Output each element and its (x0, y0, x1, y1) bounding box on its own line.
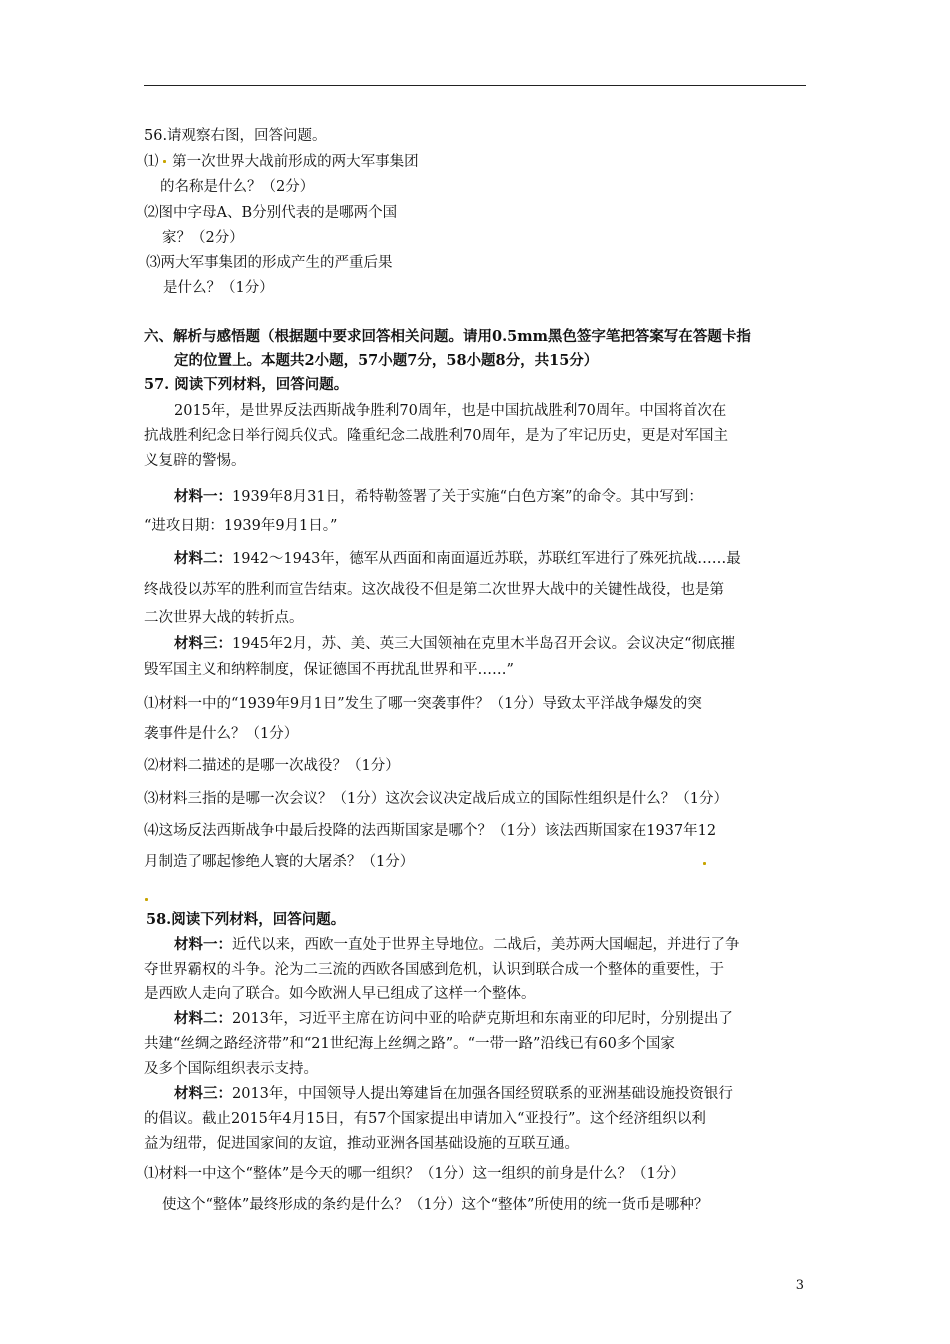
q57-question4-line2: 月制造了哪起惨绝人寰的大屠杀？（1分） (144, 854, 415, 870)
q58-material2-line1: 材料二：2013年，习近平主席在访问中亚的哈萨克斯坦和东南亚的印尼时，分别提出了 (174, 1010, 733, 1027)
q57-question3: ⑶材料三指的是哪一次会议？（1分）这次会议决定战后成立的国际性组织是什么？（1分） (144, 791, 728, 807)
q57-material1-line2: “进攻日期：1939年9月1日。” (144, 518, 338, 534)
q58-material1-line2: 夺世界霸权的斗争。沦为二三流的西欧各国感到危机，认识到联合成一个整体的重要性，于 (144, 962, 724, 978)
q57-intro-line2: 抗战胜利纪念日举行阅兵仪式。隆重纪念二战胜利70周年，是为了牢记历史，更是对军国主 (144, 428, 728, 444)
q57-material3-line1: 材料三：1945年2月，苏、美、英三大国领袖在克里木半岛召开会议。会议决定“彻底摧 (174, 635, 736, 652)
q57-intro-line3: 义复辟的警惕。 (144, 453, 246, 469)
q58-material1-line3: 是西欧人走向了联合。如今欧洲人早已组成了这样一个整体。 (144, 986, 536, 1002)
section6-heading-line1: 六、解析与感悟题（根据题中要求回答相关问题。请用0.5mm黑色签字笔把答案写在答题卡指 (144, 328, 751, 345)
q57-material2-line1: 材料二：1942～1943年，德军从西面和南面逼近苏联，苏联红军进行了殊死抗战……最 (174, 550, 741, 567)
q57-intro-line1: 2015年，是世界反法西斯战争胜利70周年，也是中国抗战胜利70周年。中国将首次在 (174, 403, 727, 419)
q58-material3-line3: 益为纽带，促进国家间的友谊，推动亚洲各国基础设施的互联互通。 (144, 1136, 579, 1152)
q57-question4-line1: ⑷这场反法西斯战争中最后投降的法西斯国家是哪个？（1分）该法西斯国家在1937年12 (144, 823, 717, 839)
q58-material3-line1: 材料三：2013年，中国领导人提出筹建旨在加强各国经贸联系的亚洲基础设施投资银行 (174, 1085, 733, 1102)
q56-part3-line1: ⑶两大军事集团的形成产生的严重后果 (146, 255, 393, 271)
q56-title: 56.请观察右图，回答问题。 (144, 128, 327, 144)
q58-material2-line2: 共建“丝绸之路经济带”和“21世纪海上丝绸之路”。“一带一路”沿线已有60多个国家 (144, 1036, 675, 1052)
q57-material2-line3: 二次世界大战的转折点。 (144, 610, 304, 626)
q56-part1-line2: 的名称是什么？（2分） (160, 179, 315, 195)
q58-material3-line2: 的倡议。截止2015年4月15日，有57个国家提出申请加入“亚投行”。这个经济组织以利 (144, 1111, 706, 1127)
q57-question1-line1: ⑴材料一中的“1939年9月1日”发生了哪一突袭事件？（1分）导致太平洋战争爆发的突 (144, 696, 702, 712)
section6-heading-line2: 定的位置上。本题共2小题，57小题7分，58小题8分，共15分） (174, 352, 599, 369)
q58-material1-line1: 材料一：近代以来，西欧一直处于世界主导地位。二战后，美苏两大国崛起，并进行了争 (174, 936, 740, 953)
q56-part2-line1: ⑵图中字母A、B分别代表的是哪两个国 (144, 205, 398, 221)
q56-part2-line2: 家？（2分） (162, 230, 244, 246)
stray-mark (703, 862, 706, 865)
q56-part1-line1: ⑴ 第一次世界大战前形成的两大军事集团 (144, 154, 419, 170)
q57-material2-line2: 终战役以苏军的胜利而宣告结束。这次战役不但是第二次世界大战中的关键性战役，也是第 (144, 582, 724, 598)
q58-question1-line2: 使这个“整体”最终形成的条约是什么？（1分）这个“整体”所使用的统一货币是哪种？ (162, 1197, 709, 1213)
q57-material1-line1: 材料一：1939年8月31日，希特勒签署了关于实施“白色方案”的命令。其中写到： (174, 488, 703, 505)
q57-question2: ⑵材料二描述的是哪一次战役？（1分） (144, 758, 400, 774)
q58-question1-line1: ⑴材料一中这个“整体”是今天的哪一组织？（1分）这一组织的前身是什么？（1分） (144, 1166, 685, 1182)
header-rule (144, 85, 806, 86)
page-number: 3 (795, 1278, 804, 1293)
q57-question1-line2: 袭事件是什么？（1分） (144, 726, 299, 742)
stray-mark (145, 898, 148, 901)
q57-material3-line2: 毁军国主义和纳粹制度，保证德国不再扰乱世界和平……” (144, 662, 514, 678)
q58-title: 58.阅读下列材料，回答问题。 (146, 911, 346, 928)
q58-material2-line3: 及多个国际组织表示支持。 (144, 1061, 318, 1077)
q56-part3-line2: 是什么？（1分） (163, 280, 274, 296)
q57-title: 57. 阅读下列材料，回答问题。 (144, 376, 349, 393)
